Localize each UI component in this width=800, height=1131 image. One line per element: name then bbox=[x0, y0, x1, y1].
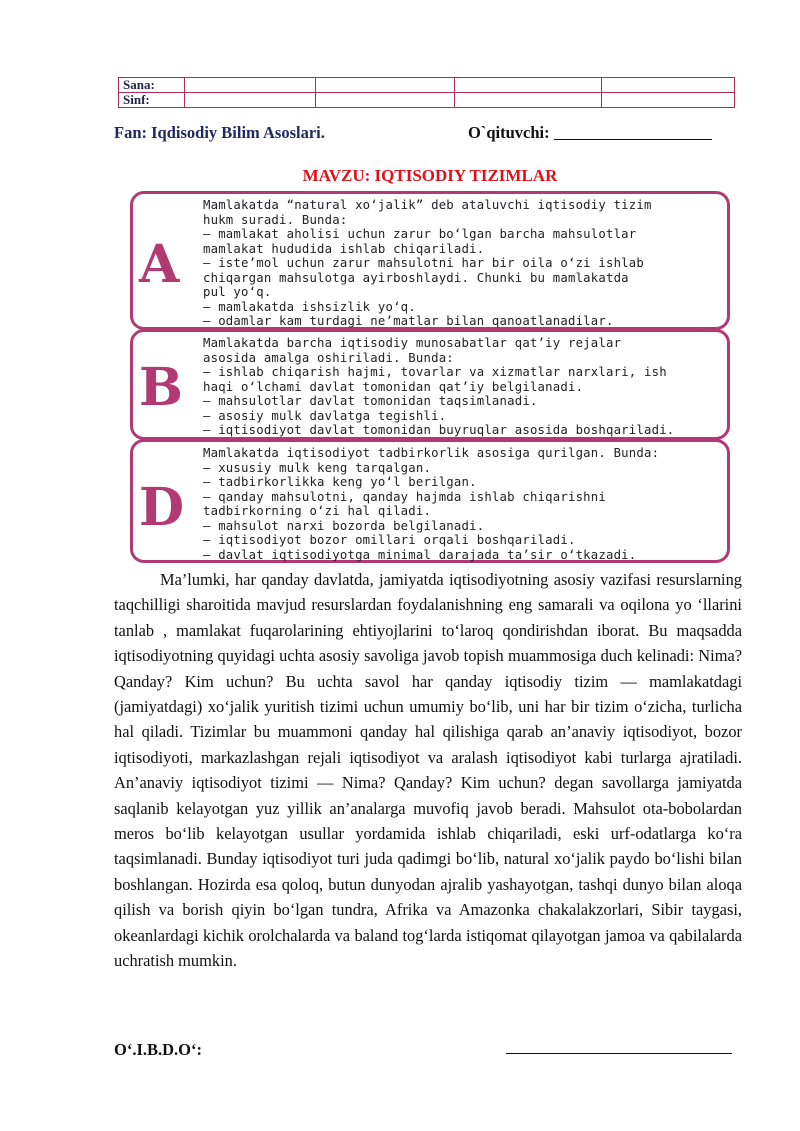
box-text bbox=[203, 446, 719, 562]
box-line: — mamlakatda ishsizlik yo‘q. bbox=[203, 299, 416, 314]
system-box-d bbox=[130, 439, 730, 563]
box-line: tadbirkorning o‘zi hal qiladi. bbox=[203, 504, 432, 518]
date-cell[interactable] bbox=[455, 78, 602, 93]
signature-line[interactable] bbox=[506, 1053, 732, 1054]
class-cell[interactable] bbox=[455, 93, 602, 108]
class-cell[interactable] bbox=[602, 93, 735, 108]
box-line: — iste’mol uchun zarur mahsulotni har bir oila o‘zi ishlab bbox=[203, 256, 644, 270]
box-line: — davlat iqtisodiyotga minimal darajada ta’sir o‘tkazadi. bbox=[203, 547, 637, 562]
teacher-label: O`qituvchi: bbox=[468, 123, 550, 142]
subject-line: Fan: Iqdisodiy Bilim Asoslari. bbox=[114, 123, 325, 142]
box-line: — odamlar kam turdagi ne’matlar bilan qanoatlanadilar. bbox=[203, 314, 614, 328]
date-row bbox=[119, 78, 735, 93]
box-line: asosida amalga oshiriladi. Bunda: bbox=[203, 350, 454, 365]
box-line: chiqargan mahsulotga ayirboshlaydi. Chunki bu mamlakatda bbox=[203, 270, 629, 285]
box-line: — iqtisodiyot davlat tomonidan buyruqlar asosida boshqariladi. bbox=[203, 423, 675, 437]
box-line: Mamlakatda “natural xo‘jalik” deb ataluvchi iqtisodiy tizim bbox=[203, 198, 652, 212]
box-line: — qanday mahsulotni, qanday hajmda ishlab chiqarishni bbox=[203, 489, 606, 504]
teacher-blank[interactable] bbox=[554, 139, 712, 140]
box-line: Mamlakatda barcha iqtisodiy munosabatlar qat’iy rejalar bbox=[203, 336, 622, 350]
box-line: — iqtisodiyot bozor omillari orqali boshqariladi. bbox=[203, 533, 576, 547]
box-letter: B bbox=[139, 357, 183, 418]
date-cell[interactable] bbox=[185, 78, 316, 93]
box-line: — mahsulotlar davlat tomonidan taqsimlanadi. bbox=[203, 394, 538, 408]
date-label: Sana: bbox=[119, 78, 185, 93]
box-line: haqi o‘lchami davlat tomonidan qat’iy belgilanadi. bbox=[203, 379, 584, 394]
date-cell[interactable] bbox=[316, 78, 455, 93]
footer-label: O‘.I.B.D.O‘: bbox=[114, 1040, 202, 1059]
box-text bbox=[203, 198, 719, 329]
box-line: — mamlakat aholisi uchun zarur bo‘lgan barcha mahsulotlar bbox=[203, 227, 637, 241]
box-line: Mamlakatda iqtisodiyot tadbirkorlik asosiga qurilgan. Bunda: bbox=[203, 446, 660, 460]
class-label: Sinf: bbox=[119, 93, 185, 108]
date-class-table bbox=[118, 77, 735, 108]
system-box-b bbox=[130, 329, 730, 440]
date-cell[interactable] bbox=[602, 78, 735, 93]
box-line: — xususiy mulk keng tarqalgan. bbox=[203, 460, 432, 475]
box-letter: D bbox=[139, 477, 185, 538]
page-title: MAVZU: IQTISODIY TIZIMLAR bbox=[302, 166, 558, 185]
box-line: — ishlab chiqarish hajmi, tovarlar va xizmatlar narxlari, ish bbox=[203, 365, 667, 379]
box-line: mamlakat hududida ishlab chiqariladi. bbox=[203, 241, 485, 256]
paragraph-text: Ma’lumki, har qanday davlatda, jamiyatda iqtisodiyotning asosiy vazifasi resurslarning taqchilligi sharoitida mavjud resurslardan foydalanishning eng samarali va oqilona yo ‘llarini tanlab , mamlakat fuqarolarining ehtiyojlarini to‘laroq qondirishdan iborat. Bu maqsadda iqtisodiyotning quyidagi uchta asosiy savoliga javob topish muammosiga duch kelinadi: Nima? Qanday? Kim uchun? Bu uchta savol har qanday iqtisodiy tizim — mamlakatdagi (jamiyatdagi) xo‘jalik yuritish tizimi uchun umumiy bo‘lib, uni har bir tizim o‘zicha, turlicha hal qiladi. Tizimlar bu muammoni qanday hal qilishiga qarab an’anaviy iqtisodiyot, bozor iqtisodiyoti, markazlashgan rejali iqtisodiyot va aralash iqtisodiyot kabi turlarga ajratiladi. An’anaviy iqtisodiyot tizimi — Nima? Qanday? Kim uchun? degan savollarga jamiyatda saqlanib kelayotgan yuz yillik an’analarga muvofiq javob beradi. Mahsulot ota-bobolardan meros bo‘lib kelayotgan usullar yordamida ishlab chiqariladi, eski urf-odatlarga ko‘ra taqsimlanadi. Bunday iqtisodiyot turi juda qadimgi bo‘lib, natural xo‘jalik paydo bo‘lishi bilan boshlangan. Hozirda esa qoloq, butun dunyodan ajralib yashayotgan, tashqi dunyo bilan aloqa qilish va borish qiyin bo‘lgan tundra, Afrika va Amazonka chakalakzorlari, Sibir taygasi, okeanlardagi kichik orolchalarda va baland tog‘larda istiqomat qilayotgan jamoa va qabilalarda uchratish mumkin. bbox=[114, 570, 742, 971]
box-line: — tadbirkorlikka keng yo‘l berilgan. bbox=[203, 475, 477, 489]
class-cell[interactable] bbox=[185, 93, 316, 108]
system-box-a bbox=[130, 191, 730, 330]
box-line: hukm suradi. Bunda: bbox=[203, 212, 348, 227]
class-cell[interactable] bbox=[316, 93, 455, 108]
class-row bbox=[119, 93, 735, 108]
box-line: — asosiy mulk davlatga tegishli. bbox=[203, 408, 447, 423]
body-paragraph bbox=[114, 567, 742, 974]
box-line: — mahsulot narxi bozorda belgilanadi. bbox=[203, 518, 485, 533]
box-text bbox=[203, 336, 719, 438]
teacher-line bbox=[468, 123, 712, 143]
box-letter: A bbox=[139, 234, 180, 295]
box-line: pul yo‘q. bbox=[203, 285, 272, 299]
